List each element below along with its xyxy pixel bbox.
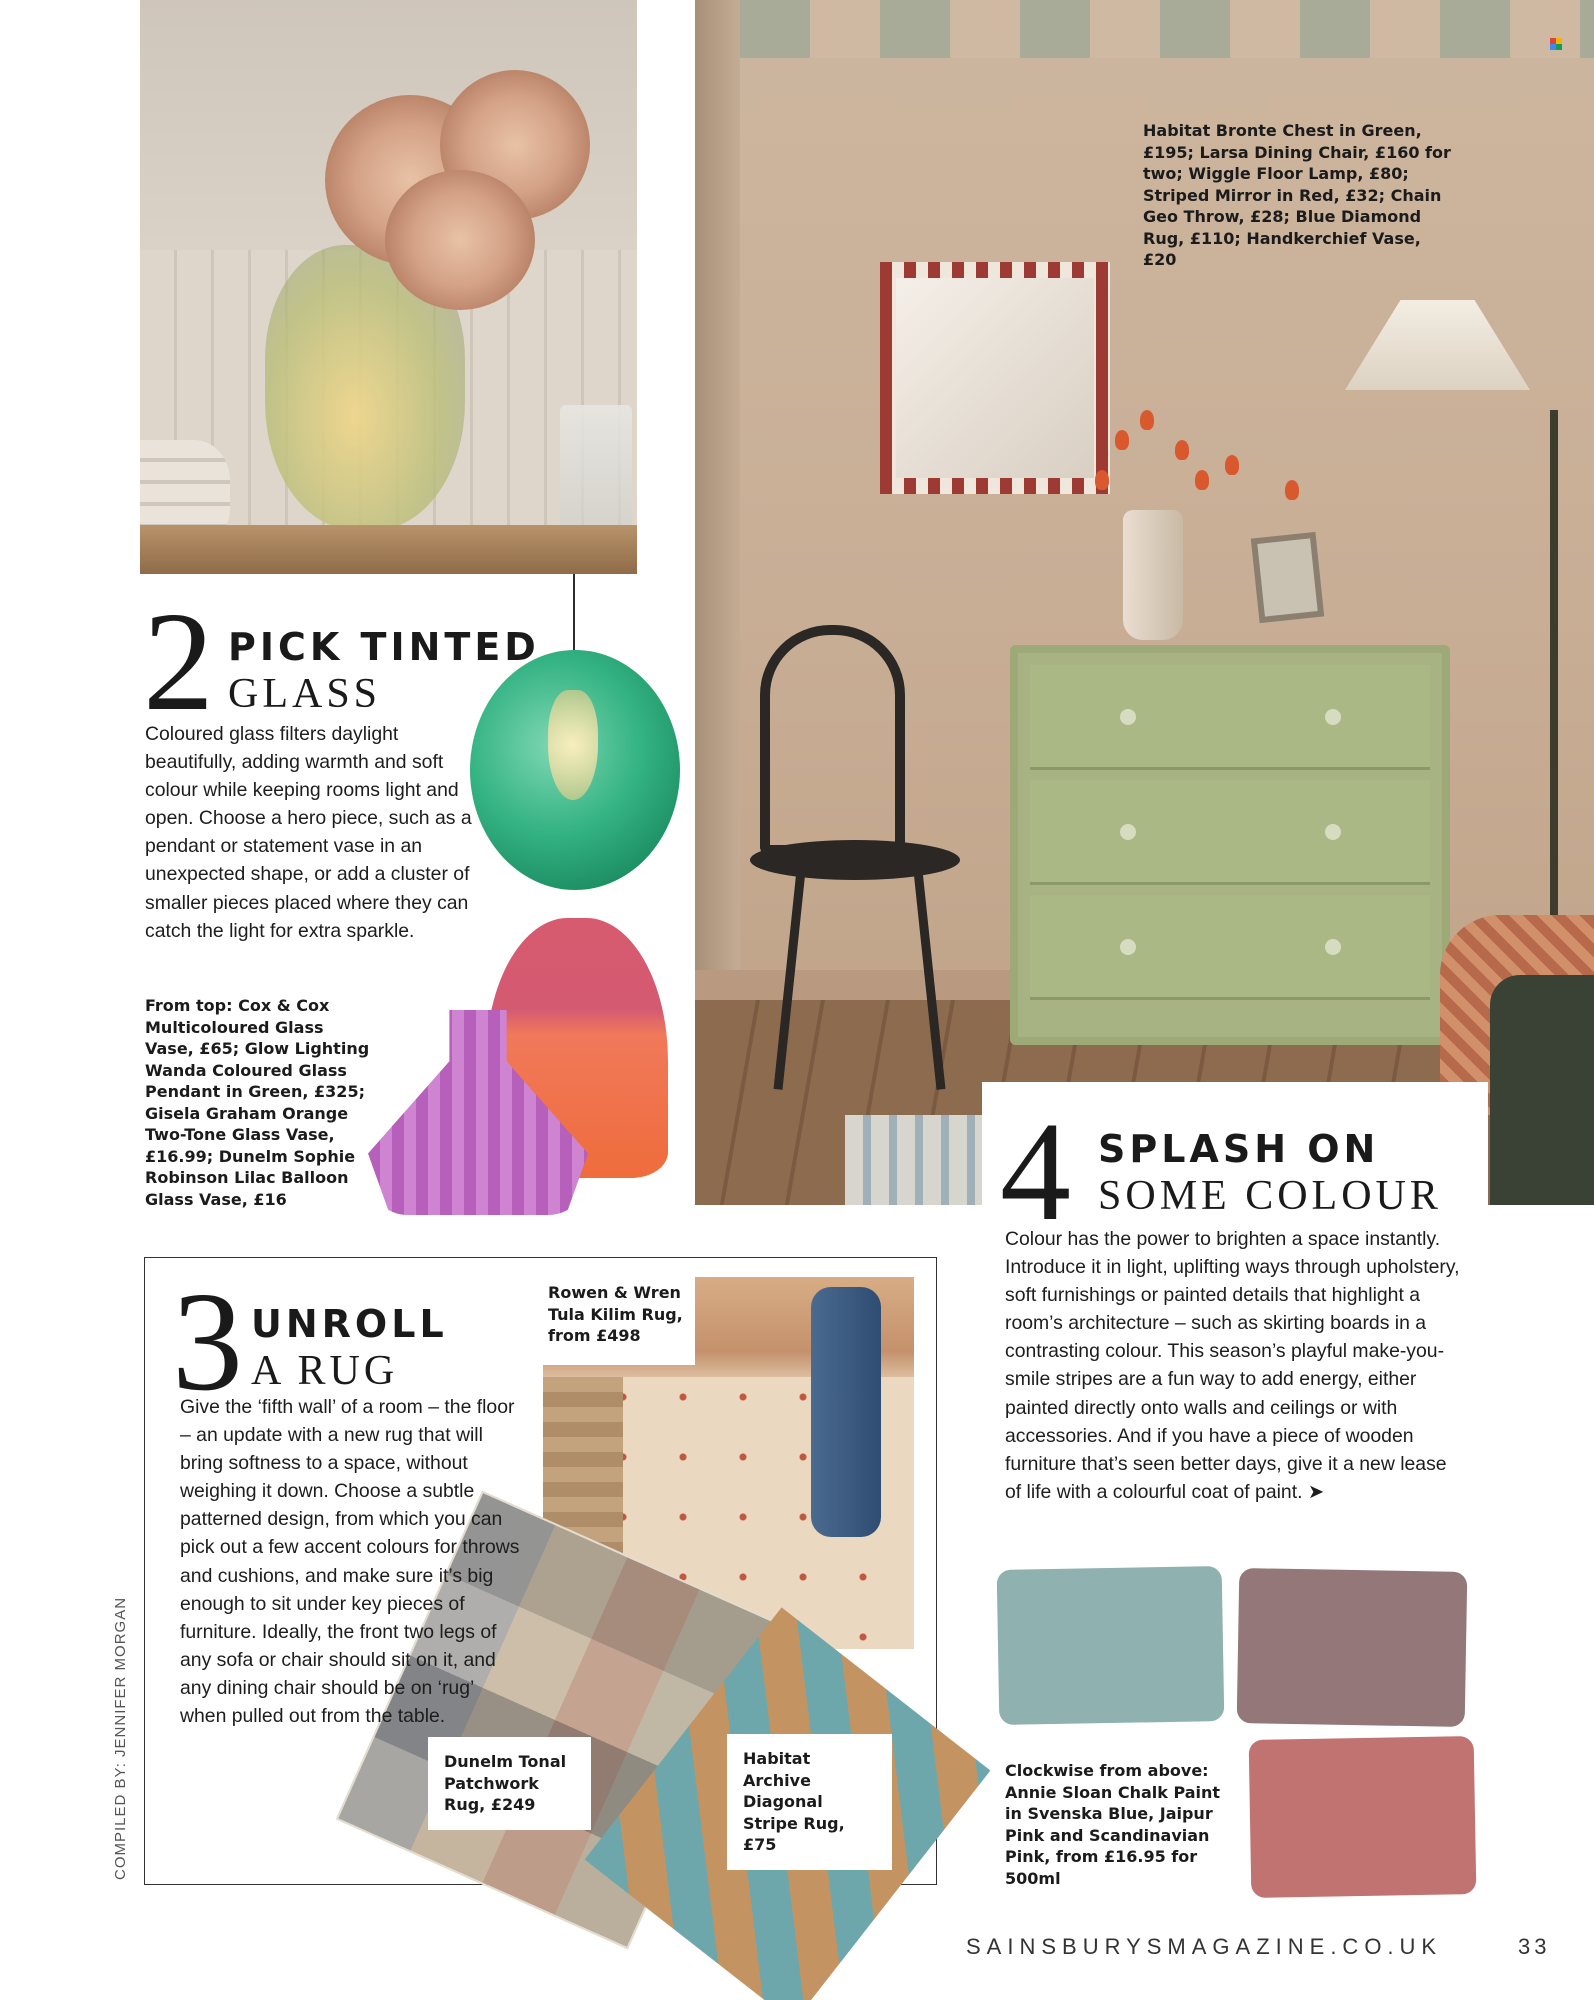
striped-mirror bbox=[880, 262, 1110, 494]
stripe-rug-label: Habitat Archive Diagonal Stripe Rug, £75 bbox=[727, 1734, 892, 1870]
room-caption: Habitat Bronte Chest in Green, £195; Larsa Dining Chair, £160 for two; Wiggle Floor Lamp, £80; Striped Mirror in Red, £32; Chain Geo Throw, £28; Blue Diamond Rug, £110; Handkerchief Vase, £20 bbox=[1143, 121, 1451, 269]
section-3-heading-bottom: A RUG bbox=[251, 1348, 399, 1394]
footer-website: SAINSBURYSMAGAZINE.CO.UK bbox=[966, 1934, 1443, 1959]
page-number: 33 bbox=[1518, 1934, 1551, 1959]
kilim-rug-label: Rowen & Wren Tula Kilim Rug, from £498 bbox=[548, 1283, 683, 1345]
section-3-number: 3 bbox=[172, 1262, 243, 1420]
pendant-bulb bbox=[548, 690, 598, 800]
section-2-caption: From top: Cox & Cox Multicoloured Glass Vase, £65; Glow Lighting Wanda Coloured Glass Pendant in Green, £325; Gisela Graham Orange Two-Tone Glass Vase, £16.99; Dunelm Sophie Robinson Lilac Balloon Glass Vase, £16 bbox=[145, 996, 370, 1209]
swatch-svenska-blue bbox=[997, 1566, 1225, 1725]
swatch-jaipur-pink bbox=[1237, 1568, 1468, 1727]
green-chest-of-drawers bbox=[1010, 645, 1450, 1045]
swatch-caption: Clockwise from above: Annie Sloan Chalk Paint in Svenska Blue, Jaipur Pink and Scandinavian Pink, from £16.95 for 500ml bbox=[1005, 1761, 1221, 1888]
section-3-body: Give the ‘fifth wall’ of a room – the floor – an update with a new rug that will bring softness to a space, without weighing it down. Choose a subtle patterned design, from which you can pick out a few accent colours for throws and cushions, and make sure it’s big enough to sit under key pieces of furniture. Ideally, the front two legs of any sofa or chair should sit on it, and any dining chair should be on ‘rug’ when pulled out from the table. bbox=[180, 1396, 520, 1728]
continue-arrow-icon: ➤ bbox=[1307, 1480, 1325, 1503]
section-4-heading-bottom: SOME COLOUR bbox=[1098, 1173, 1442, 1219]
dining-chair bbox=[760, 625, 905, 855]
section-2-heading-top: PICK TINTED bbox=[228, 625, 540, 669]
floor-lamp bbox=[1345, 300, 1530, 390]
section-3-heading-top: UNROLL bbox=[251, 1302, 448, 1346]
tinted-glass-vase-photo bbox=[140, 0, 637, 574]
swatch-scandinavian-pink bbox=[1249, 1736, 1477, 1898]
corner-logo-icon bbox=[1550, 38, 1562, 50]
section-4-number: 4 bbox=[1000, 1092, 1071, 1250]
section-2-body: Coloured glass filters daylight beautifully, adding warmth and soft colour while keeping rooms light and open. Choose a hero piece, such as a pendant or statement vase in an unexpected shape, or add a cluster of smaller pieces placed where they can catch the light for extra sparkle. bbox=[145, 723, 472, 942]
patchwork-rug-label: Dunelm Tonal Patchwork Rug, £249 bbox=[428, 1737, 591, 1830]
section-2-heading-bottom: GLASS bbox=[228, 671, 382, 717]
pendant-cord bbox=[573, 574, 575, 654]
section-4-body: Colour has the power to brighten a space instantly. Introduce it in light, uplifting ways through upholstery, soft furnishings or painted details that highlight a room’s architecture – such as skirting boards in a contrasting colour. This season’s playful make-you-smile stripes are a fun way to add energy, either painted directly onto walls and ceilings or with accessories. And if you have a piece of wooden furniture that’s seen better days, give it a new lease of life with a colourful coat of paint. ➤ bbox=[1005, 1228, 1460, 1503]
byline: COMPILED BY: JENNIFER MORGAN bbox=[112, 1596, 129, 1880]
section-2-number: 2 bbox=[143, 582, 214, 740]
section-4-heading-top: SPLASH ON bbox=[1098, 1127, 1380, 1171]
